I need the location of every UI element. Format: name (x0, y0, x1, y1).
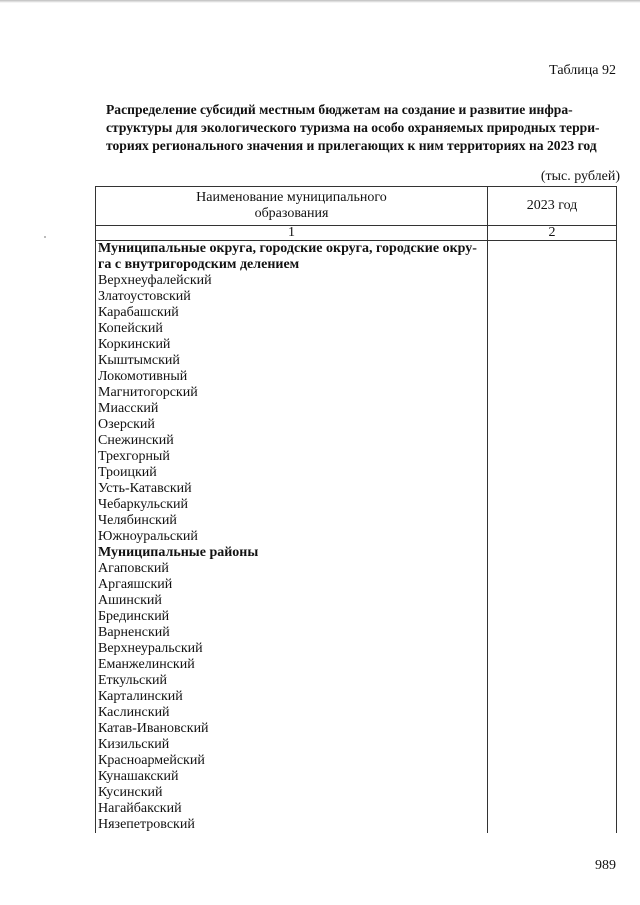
table-row (96, 417, 617, 433)
municipality-name: Варненский (96, 625, 488, 641)
section-title-line: Муниципальные округа, городские округа, городские окру- (98, 241, 477, 256)
column-header-year: 2023 год (488, 187, 617, 226)
value-cell (488, 353, 617, 369)
value-cell (488, 513, 617, 529)
value-cell (488, 529, 617, 545)
table-row (96, 737, 617, 753)
section-header-row (96, 241, 617, 274)
value-cell (488, 753, 617, 769)
value-cell (488, 289, 617, 305)
municipality-name: Аргаяшский (96, 577, 488, 593)
table-row (96, 401, 617, 417)
table-row (96, 289, 617, 305)
document-title (106, 101, 612, 155)
table-row (96, 689, 617, 705)
value-cell (488, 657, 617, 673)
table-row (96, 657, 617, 673)
municipality-name: Озерский (96, 417, 488, 433)
value-cell (488, 769, 617, 785)
table-row (96, 817, 617, 833)
value-cell (488, 817, 617, 833)
table-row (96, 337, 617, 353)
table-row (96, 321, 617, 337)
table-row (96, 609, 617, 625)
value-cell (488, 305, 617, 321)
municipality-name: Каслинский (96, 705, 488, 721)
table-row (96, 753, 617, 769)
municipality-name: Карабашский (96, 305, 488, 321)
value-cell (488, 385, 617, 401)
subsidy-table (95, 186, 616, 833)
title-line: структуры для экологического туризма на особо охраняемых природных терри- (106, 120, 600, 135)
municipality-name: Миасский (96, 401, 488, 417)
scan-speck (44, 236, 46, 238)
column-number: 2 (488, 226, 617, 241)
municipality-name: Верхнеуральский (96, 641, 488, 657)
table-row (96, 465, 617, 481)
municipality-name: Локомотивный (96, 369, 488, 385)
municipality-name: Чебаркульский (96, 497, 488, 513)
value-cell (488, 785, 617, 801)
value-cell (488, 273, 617, 289)
value-cell (488, 481, 617, 497)
value-cell (488, 337, 617, 353)
municipality-name: Нагайбакский (96, 801, 488, 817)
section-title-line: га с внутригородским делением (98, 257, 300, 272)
municipality-name: Нязепетровский (96, 817, 488, 833)
municipality-name: Копейский (96, 321, 488, 337)
value-cell (488, 721, 617, 737)
value-cell (488, 625, 617, 641)
value-cell (488, 369, 617, 385)
municipality-name: Кизильский (96, 737, 488, 753)
municipality-name: Челябинский (96, 513, 488, 529)
table-row (96, 577, 617, 593)
municipality-name: Агаповский (96, 561, 488, 577)
municipality-name: Снежинский (96, 433, 488, 449)
table-number: Таблица 92 (549, 63, 616, 78)
value-cell (488, 401, 617, 417)
table-row (96, 385, 617, 401)
page-number: 989 (595, 858, 616, 873)
scan-edge (0, 0, 640, 3)
units-label: (тыс. рублей) (540, 169, 620, 184)
municipality-name: Усть-Катавский (96, 481, 488, 497)
municipality-name: Карталинский (96, 689, 488, 705)
value-cell (488, 737, 617, 753)
table-row (96, 497, 617, 513)
municipality-name: Кыштымский (96, 353, 488, 369)
table-row (96, 353, 617, 369)
table-row (96, 785, 617, 801)
municipality-name: Южноуральский (96, 529, 488, 545)
table-row (96, 369, 617, 385)
table-row (96, 273, 617, 289)
column-header-name (96, 187, 488, 226)
table-row (96, 513, 617, 529)
value-cell (488, 449, 617, 465)
section-title: Муниципальные районы (96, 545, 488, 561)
value-cell (488, 433, 617, 449)
value-cell (488, 801, 617, 817)
section-header-row (96, 545, 617, 561)
value-cell (488, 593, 617, 609)
municipality-name: Еткульский (96, 673, 488, 689)
value-cell (488, 609, 617, 625)
column-number: 1 (96, 226, 488, 241)
municipality-name: Катав-Ивановский (96, 721, 488, 737)
table-row (96, 625, 617, 641)
table-row (96, 561, 617, 577)
column-header-line: образования (254, 206, 329, 221)
table-row (96, 481, 617, 497)
table-row (96, 673, 617, 689)
value-cell (488, 561, 617, 577)
municipality-name: Трехгорный (96, 449, 488, 465)
municipality-name: Еманжелинский (96, 657, 488, 673)
municipality-name: Кунашакский (96, 769, 488, 785)
value-cell (488, 641, 617, 657)
table-row (96, 705, 617, 721)
table-row (96, 529, 617, 545)
table-row (96, 449, 617, 465)
value-cell (488, 497, 617, 513)
municipality-name: Златоустовский (96, 289, 488, 305)
table-row (96, 641, 617, 657)
table-row (96, 593, 617, 609)
value-cell (488, 545, 617, 561)
municipality-name: Коркинский (96, 337, 488, 353)
municipality-name: Троицкий (96, 465, 488, 481)
value-cell (488, 241, 617, 274)
municipality-name: Магнитогорский (96, 385, 488, 401)
municipality-name: Брединский (96, 609, 488, 625)
column-header-line: Наименование муниципального (196, 190, 387, 205)
municipality-name: Кусинский (96, 785, 488, 801)
title-line: Распределение субсидий местным бюджетам на создание и развитие инфра- (106, 102, 573, 117)
table-row (96, 305, 617, 321)
table-row (96, 433, 617, 449)
section-title (96, 241, 488, 274)
table-row (96, 721, 617, 737)
value-cell (488, 417, 617, 433)
municipality-name: Красноармейский (96, 753, 488, 769)
table-row (96, 801, 617, 817)
value-cell (488, 689, 617, 705)
municipality-name: Ашинский (96, 593, 488, 609)
table-row (96, 769, 617, 785)
title-line: ториях регионального значения и прилегающих к ним территориях на 2023 год (106, 138, 597, 153)
value-cell (488, 705, 617, 721)
municipality-name: Верхнеуфалейский (96, 273, 488, 289)
value-cell (488, 673, 617, 689)
value-cell (488, 577, 617, 593)
value-cell (488, 321, 617, 337)
value-cell (488, 465, 617, 481)
